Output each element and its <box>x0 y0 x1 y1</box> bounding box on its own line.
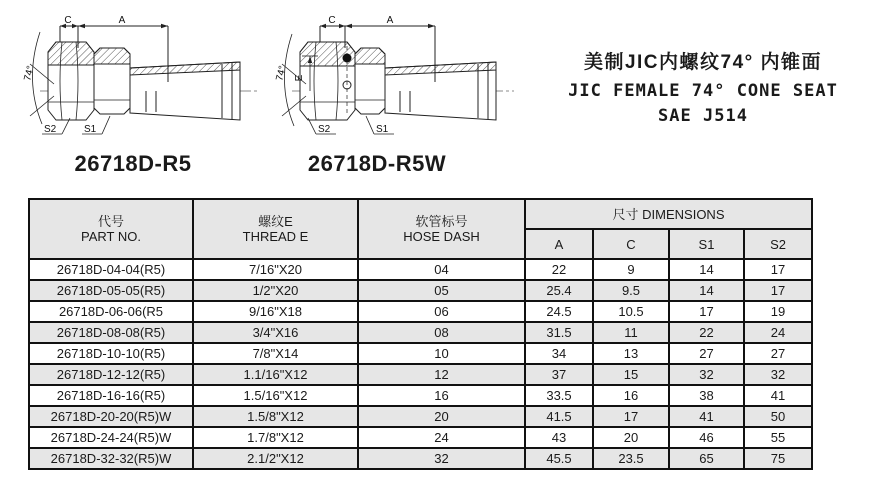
cell-thread: 1.1/16"X12 <box>193 364 358 385</box>
cell-dash: 24 <box>358 427 525 448</box>
fitting-outline <box>30 26 258 134</box>
cell-s1: 65 <box>669 448 744 469</box>
cell-s1: 41 <box>669 406 744 427</box>
cell-s2: 27 <box>744 343 812 364</box>
cell-a: 31.5 <box>525 322 593 343</box>
title-standard: SAE J514 <box>658 106 748 126</box>
cell-s1: 27 <box>669 343 744 364</box>
cell-a: 37 <box>525 364 593 385</box>
cell-s2: 55 <box>744 427 812 448</box>
cell-s1: 38 <box>669 385 744 406</box>
cell-dash: 06 <box>358 301 525 322</box>
header-part-en: PART NO. <box>81 229 141 244</box>
fitting-drawing-r5 <box>18 12 268 148</box>
cell-part: 26718D-06-06(R5 <box>29 301 193 322</box>
cell-s2: 32 <box>744 364 812 385</box>
header-dim-s1: S1 <box>669 229 744 259</box>
cell-s1: 46 <box>669 427 744 448</box>
cell-a: 43 <box>525 427 593 448</box>
dim-c-label: C <box>64 15 72 26</box>
table-row <box>29 385 812 406</box>
fitting-outline <box>282 26 514 134</box>
cell-thread: 2.1/2"X12 <box>193 448 358 469</box>
part-number-left: 26718D-R5 <box>74 151 192 176</box>
title-english: JIC FEMALE 74° CONE SEAT <box>568 81 838 101</box>
dim-a-label: A <box>386 15 394 26</box>
cell-thread: 1.7/8"X12 <box>193 427 358 448</box>
cell-s1: 14 <box>669 259 744 280</box>
header-part-no <box>29 199 193 259</box>
header-hose-en: HOSE DASH <box>403 229 480 244</box>
cell-a: 41.5 <box>525 406 593 427</box>
cell-part: 26718D-08-08(R5) <box>29 322 193 343</box>
cell-thread: 7/16"X20 <box>193 259 358 280</box>
cell-c: 10.5 <box>593 301 669 322</box>
table-row <box>29 301 812 322</box>
cell-part: 26718D-20-20(R5)W <box>29 406 193 427</box>
cell-s1: 32 <box>669 364 744 385</box>
header-dimensions: 尺寸 DIMENSIONS <box>525 199 812 229</box>
header-dim-s2: S2 <box>744 229 812 259</box>
table-row <box>29 364 812 385</box>
cell-thread: 7/8"X14 <box>193 343 358 364</box>
cell-c: 11 <box>593 322 669 343</box>
cell-c: 16 <box>593 385 669 406</box>
cell-s2: 17 <box>744 259 812 280</box>
cell-part: 26718D-05-05(R5) <box>29 280 193 301</box>
header-hose-dash <box>358 199 525 259</box>
cell-part: 26718D-10-10(R5) <box>29 343 193 364</box>
cell-part: 26718D-12-12(R5) <box>29 364 193 385</box>
table-row <box>29 259 812 280</box>
header-thread-en: THREAD E <box>242 229 309 244</box>
dim-a-label: A <box>118 15 126 26</box>
spec-table-header <box>29 199 812 259</box>
cell-dash: 08 <box>358 322 525 343</box>
cell-s2: 41 <box>744 385 812 406</box>
s1-label: S1 <box>376 124 389 135</box>
cell-part: 26718D-32-32(R5)W <box>29 448 193 469</box>
s2-label: S2 <box>44 124 57 135</box>
cell-s2: 75 <box>744 448 812 469</box>
cell-dash: 05 <box>358 280 525 301</box>
cell-part: 26718D-04-04(R5) <box>29 259 193 280</box>
fitting-drawing-r5w <box>272 12 522 148</box>
dim-e-label: E <box>294 74 305 82</box>
cell-a: 25.4 <box>525 280 593 301</box>
table-row <box>29 343 812 364</box>
cell-dash: 04 <box>358 259 525 280</box>
cell-c: 15 <box>593 364 669 385</box>
header-thread <box>193 199 358 259</box>
cell-thread: 3/4"X16 <box>193 322 358 343</box>
cell-dash: 10 <box>358 343 525 364</box>
cell-dash: 16 <box>358 385 525 406</box>
cell-s2: 50 <box>744 406 812 427</box>
table-row <box>29 406 812 427</box>
cell-part: 26718D-24-24(R5)W <box>29 427 193 448</box>
angle-arc <box>284 34 294 126</box>
cell-dash: 20 <box>358 406 525 427</box>
table-row <box>29 322 812 343</box>
s1-label: S1 <box>84 124 97 135</box>
dim-c-label: C <box>328 15 336 26</box>
angle-label: 74° <box>274 64 289 83</box>
cell-c: 9 <box>593 259 669 280</box>
header-part-cn: 代号 <box>97 214 124 229</box>
cell-c: 17 <box>593 406 669 427</box>
header-dim-c: C <box>593 229 669 259</box>
cell-c: 9.5 <box>593 280 669 301</box>
cell-part: 26718D-16-16(R5) <box>29 385 193 406</box>
cell-thread: 1/2"X20 <box>193 280 358 301</box>
s2-label: S2 <box>318 124 331 135</box>
cell-a: 34 <box>525 343 593 364</box>
cell-c: 23.5 <box>593 448 669 469</box>
cell-s2: 17 <box>744 280 812 301</box>
table-row <box>29 427 812 448</box>
cell-c: 20 <box>593 427 669 448</box>
cell-a: 33.5 <box>525 385 593 406</box>
cell-dash: 12 <box>358 364 525 385</box>
section-dot <box>343 54 352 63</box>
header-thread-cn: 螺纹E <box>258 214 293 229</box>
angle-label: 74° <box>22 64 37 83</box>
header-dim-a: A <box>525 229 593 259</box>
cell-a: 45.5 <box>525 448 593 469</box>
cell-a: 22 <box>525 259 593 280</box>
cell-s1: 14 <box>669 280 744 301</box>
cell-s2: 19 <box>744 301 812 322</box>
table-row <box>29 280 812 301</box>
cell-thread: 9/16"X18 <box>193 301 358 322</box>
title-chinese: 美制JIC内螺纹74° 内锥面 <box>583 52 823 73</box>
header-hose-cn: 软管标号 <box>415 214 468 229</box>
cell-s2: 24 <box>744 322 812 343</box>
spec-table-body <box>29 259 812 469</box>
part-number-right: 26718D-R5W <box>307 151 447 176</box>
cell-thread: 1.5/8"X12 <box>193 406 358 427</box>
cell-s1: 17 <box>669 301 744 322</box>
title-block <box>540 47 866 126</box>
cell-a: 24.5 <box>525 301 593 322</box>
cell-dash: 32 <box>358 448 525 469</box>
cell-thread: 1.5/16"X12 <box>193 385 358 406</box>
table-row <box>29 448 812 469</box>
cell-c: 13 <box>593 343 669 364</box>
spec-table <box>28 198 813 470</box>
cell-s1: 22 <box>669 322 744 343</box>
